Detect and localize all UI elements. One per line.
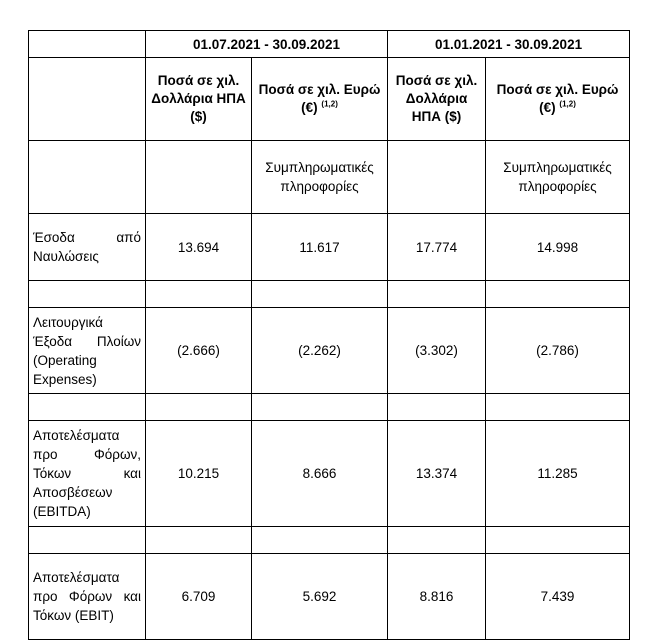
spacer-row xyxy=(29,281,630,308)
value-cell: 13.374 xyxy=(388,421,486,527)
usd-column-header: Ποσά σε χιλ. Δολλάρια ΗΠΑ ($) xyxy=(388,58,486,141)
eur-header-footnote: (1,2) xyxy=(321,99,338,109)
eur-header-text: Ποσά σε χιλ. Ευρώ (€) xyxy=(496,82,619,115)
value-cell: 17.774 xyxy=(388,214,486,281)
empty-cell xyxy=(388,141,486,214)
row-label: Λειτουργικά Έξοδα Πλοίων (Operating Expenses) xyxy=(29,308,146,394)
empty-cell xyxy=(146,141,252,214)
supplementary-info-note: Συμπληρωματικές πληροφορίες xyxy=(252,141,388,214)
value-cell: 5.692 xyxy=(252,554,388,640)
value-cell: 8.816 xyxy=(388,554,486,640)
eur-header-text: Ποσά σε χιλ. Ευρώ (€) xyxy=(258,82,381,115)
row-label: Αποτελέσματα προ Φόρων, Τόκων και Αποσβέσεων (EBITDA) xyxy=(29,421,146,527)
eur-header-footnote: (1,2) xyxy=(559,99,576,109)
table-row xyxy=(29,554,630,640)
value-cell: 13.694 xyxy=(146,214,252,281)
empty-cell xyxy=(29,58,146,141)
value-cell: (2.262) xyxy=(252,308,388,394)
value-cell: 11.617 xyxy=(252,214,388,281)
period-ytd-header: 01.01.2021 - 30.09.2021 xyxy=(388,31,630,58)
value-cell: (2.786) xyxy=(486,308,630,394)
eur-column-header xyxy=(486,58,630,141)
table-row xyxy=(29,308,630,394)
value-cell: (2.666) xyxy=(146,308,252,394)
row-label: Αποτελέσματα προ Φόρων και Τόκων (EBIT) xyxy=(29,554,146,640)
value-cell: 10.215 xyxy=(146,421,252,527)
period-q3-header: 01.07.2021 - 30.09.2021 xyxy=(146,31,388,58)
value-cell: 14.998 xyxy=(486,214,630,281)
value-cell: (3.302) xyxy=(388,308,486,394)
usd-column-header: Ποσά σε χιλ. Δολλάρια ΗΠΑ ($) xyxy=(146,58,252,141)
supplementary-info-note: Συμπληρωματικές πληροφορίες xyxy=(486,141,630,214)
empty-cell xyxy=(29,141,146,214)
eur-column-header xyxy=(252,58,388,141)
value-cell: 8.666 xyxy=(252,421,388,527)
value-cell: 7.439 xyxy=(486,554,630,640)
empty-cell xyxy=(29,31,146,58)
table-row xyxy=(29,421,630,527)
financial-table xyxy=(28,30,630,640)
spacer-row xyxy=(29,527,630,554)
spacer-row xyxy=(29,394,630,421)
row-label: Έσοδα από Ναυλώσεις xyxy=(29,214,146,281)
table-row xyxy=(29,214,630,281)
value-cell: 11.285 xyxy=(486,421,630,527)
value-cell: 6.709 xyxy=(146,554,252,640)
